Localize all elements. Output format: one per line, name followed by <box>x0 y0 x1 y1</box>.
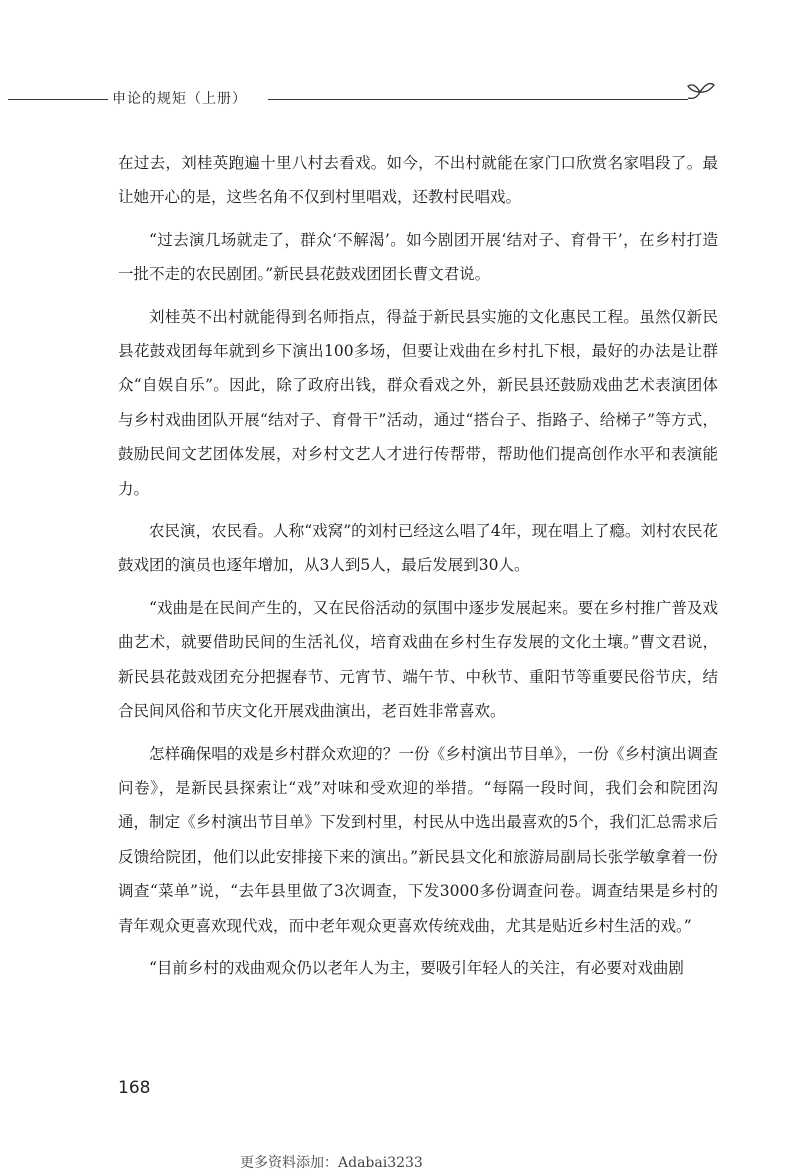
paragraph: “戏曲是在民间产生的，又在民俗活动的氛围中逐步发展起来。要在乡村推广普及戏曲艺术，就要借助民间的生活礼仪，培育戏曲在乡村生存发展的文化土壤。”曹文君说，新民县花鼓戏团充分把握春节、元宵节、端午节、中秋节、重阳节等重要民俗节庆，结合民间风俗和节庆文化开展戏曲演出，老百姓非常喜欢。 <box>118 598 718 721</box>
paragraph: 在过去，刘桂英跑遍十里八村去看戏。如今，不出村就能在家门口欣赏名家唱段了。最让她开心的是，这些名角不仅到村里唱戏，还教村民唱戏。 <box>118 154 718 207</box>
page-number: 168 <box>118 1078 151 1098</box>
sprout-icon <box>686 80 716 104</box>
footer-watermark <box>240 1150 470 1171</box>
paragraph: 怎样确保唱的戏是乡村群众欢迎的？一份《乡村演出节目单》，一份《乡村演出调查问卷》，是新民县探索让“戏”对味和受欢迎的举措。“每隔一段时间，我们会和院团沟通，制定《乡村演出节目单》下发到村里，村民从中选出最喜欢的5个，我们汇总需求后反馈给院团，他们以此安排接下来的演出。”新民县文化和旅游局副局长张学敏拿着一份调查“菜单”说，“去年县里做了3次调查，下发3000多份调查问卷。调查结果是乡村的青年观众更喜欢现代戏，而中老年观众更喜欢传统戏曲，尤其是贴近乡村生活的戏。” <box>118 744 718 935</box>
paragraph: “目前乡村的戏曲观众仍以老年人为主，要吸引年轻人的关注，有必要对戏曲剧 <box>149 958 684 977</box>
article-body <box>118 146 718 993</box>
paragraph: 刘桂英不出村就能得到名师指点，得益于新民县实施的文化惠民工程。虽然仅新民县花鼓戏团每年就到乡下演出100多场，但要让戏曲在乡村扎下根，最好的办法是让群众“自娱自乐”。因此，除了政府出钱，群众看戏之外，新民县还鼓励戏曲艺术表演团体与乡村戏曲团队开展“结对子、育骨干”活动，通过“搭台子、指路子、给梯子”等方式，鼓励民间文艺团体发展，对乡村文艺人才进行传帮带，帮助他们提高创作水平和表演能力。 <box>118 307 718 498</box>
header-rule-right <box>268 99 688 100</box>
book-title: 申论的规矩（上册） <box>112 91 247 107</box>
paragraph: “过去演几场就走了，群众‘不解渴’。如今剧团开展‘结对子、育骨干’，在乡村打造一批不走的农民剧团。”新民县花鼓戏团团长曹文君说。 <box>118 230 718 284</box>
footer-watermark-text: 更多资料添加：Adabai3233 <box>240 1155 423 1171</box>
paragraph: 农民演，农民看。人称“戏窝”的刘村已经这么唱了4年，现在唱上了瘾。刘村农民花鼓戏团的演员也逐年增加，从3人到5人，最后发展到30人。 <box>118 522 718 575</box>
header-rule-left <box>8 99 108 100</box>
running-header <box>0 84 800 114</box>
